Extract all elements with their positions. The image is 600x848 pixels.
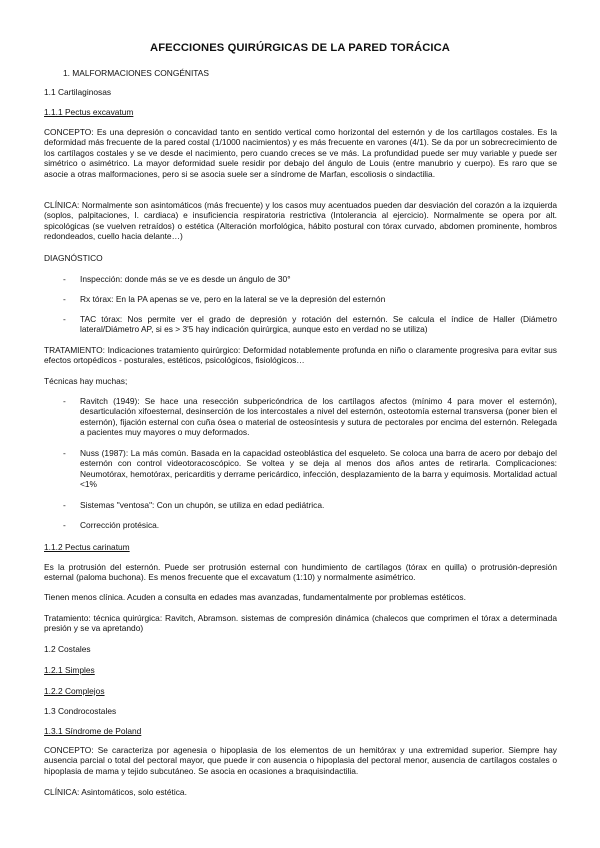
section-heading-malformaciones: 1. MALFORMACIONES CONGÉNITAS xyxy=(63,68,209,78)
bullet-dash: - xyxy=(63,294,66,304)
paragraph-clinica-poland: CLÍNICA: Asintomáticos, solo estética. xyxy=(44,787,187,797)
paragraph-tratamiento: TRATAMIENTO: Indicaciones tratamiento quirúrgico: Deformidad notablemente profunda en niño o claramente progresiva para evitar sus efectos ortopédicos - posturales, estéticos, psicológicos, fisiológicos… xyxy=(44,345,557,366)
list-item-tac-torax: TAC tórax: Nos permite ver el grado de depresión y rotación del esternón. Se calcula el índice de Haller (Diámetro lateral/Diámetro AP, si es > 3'5 hay indicación quirúrgica, aunque esto en verdad no se utiliza) xyxy=(80,314,557,335)
bullet-dash: - xyxy=(63,396,66,406)
heading-simples: 1.2.1 Simples xyxy=(44,665,95,675)
list-item-correccion-protesica: Corrección protésica. xyxy=(80,520,160,530)
subsection-condrocostales: 1.3 Condrocostales xyxy=(44,706,117,716)
paragraph-carinatum: Es la protrusión del esternón. Puede ser protrusión esternal con hundimiento de cartílagos (tórax en quilla) o protrusión-depresión esternal (paloma buchona). Es menos frecuente que el excavatum (1:10) y normalmente asimétrico. xyxy=(44,562,557,583)
bullet-dash: - xyxy=(63,520,66,530)
heading-pectus-excavatum: 1.1.1 Pectus excavatum xyxy=(44,107,134,117)
heading-diagnostico: DIAGNÓSTICO xyxy=(44,253,103,263)
list-item-inspeccion: Inspección: donde más se ve es desde un ángulo de 30° xyxy=(80,274,291,284)
paragraph-clinica: CLÍNICA: Normalmente son asintomáticos (más frecuente) y los casos muy acentuados pueden dar desviación del corazón a la izquierda (soplos, palpitaciones, I. cardiaca) e insuficiencia respiratoria restrictiva (Intolerancia al ejercicio). Normalmente se opera por alt. spicológicas (se vuelven retraídos) o estética (Alteración morfológica, hábito postural con tórax curvado, abdomen prominente, hombros redondeados, cuello hacia delante…) xyxy=(44,200,557,242)
subsection-cartilaginosas: 1.1 Cartilaginosas xyxy=(44,87,112,97)
list-item-rx-torax: Rx tórax: En la PA apenas se ve, pero en la lateral se ve la depresión del esternón xyxy=(80,294,386,304)
heading-sindrome-poland: 1.3.1 Síndrome de Poland xyxy=(44,726,142,736)
paragraph-clinica-carinatum: Tienen menos clínica. Acuden a consulta en edades mas avanzadas, fundamentalmente por problemas estéticos. xyxy=(44,592,466,602)
bullet-dash: - xyxy=(63,274,66,284)
paragraph-tratamiento-carinatum: Tratamiento: técnica quirúrgica: Ravitch, Abramson. sistemas de compresión dinámica (chalecos que comprimen el tórax a determinada presión y se va apretando) xyxy=(44,613,557,634)
bullet-dash: - xyxy=(63,448,66,458)
paragraph-concepto: CONCEPTO: Es una depresión o concavidad tanto en sentido vertical como horizontal del esternón y de los cartílagos costales. Es la deformidad más frecuente de la pared costal (1/1000 nacimientos) y es más frecuente en varones (4/1). Se da por un sobrecrecimiento de los cartílagos costales y se ve desde el nacimiento, pero cuando creces se ve más. La profundidad puede ser muy variable y puede ser simétrico o asimétrico. La mayor deformidad suele residir por debajo del ángulo de Louis (entre manubrio y cuerpo). Es raro que se asocie a otras malformaciones, pero si se asocia suele ser a síndrome de Marfan, escoliosis o sindactilia. xyxy=(44,127,558,179)
bullet-dash: - xyxy=(63,314,66,324)
heading-complejos: 1.2.2 Complejos xyxy=(44,686,105,696)
list-item-ventosa: Sistemas "ventosa": Con un chupón, se utiliza en edad pediátrica. xyxy=(80,500,325,510)
page-title: AFECCIONES QUIRÚRGICAS DE LA PARED TORÁCICA xyxy=(150,42,450,54)
paragraph-tecnicas: Técnicas hay muchas; xyxy=(44,376,128,386)
bullet-dash: - xyxy=(63,500,66,510)
list-item-ravitch: Ravitch (1949): Se hace una resección subpericóndrica de los cartílagos afectos (mínimo 4 para mover el esternón), desarticulación xifoesternal, desinserción de los intercostales a nivel del esternón, osteotomía esternal transversa (poner bien el esternón), fijación esternal con cuña ósea o material de osteosíntesis y sutura de pectorales por encima del esternón. Relegada a pacientes muy mayores o muy deformados. xyxy=(80,396,557,438)
paragraph-concepto-poland: CONCEPTO: Se caracteriza por agenesia o hipoplasia de los elementos de un hemitórax y una extremidad superior. Siempre hay ausencia parcial o total del pectoral mayor, que puede ir con ausencia o hipoplasia del pectoral menor, ausencia de cartílagos costales o hipoplasia de mama y tejido subcutáneo. Se asocia en ocasiones a braquisindactilia. xyxy=(44,745,557,776)
list-item-nuss: Nuss (1987): La más común. Basada en la capacidad osteoblástica del esqueleto. Se coloca una barra de acero por debajo del esternón con control videotoracoscópico. Se voltea y se deja al menos dos años antes de retirarla. Complicaciones: Neumotórax, hemotórax, pericarditis y derrame pericárdico, infección, desplazamiento de la barra y equimosis. Mortalidad actual <1% xyxy=(80,448,557,490)
heading-pectus-carinatum: 1.1.2 Pectus carinatum xyxy=(44,542,130,552)
subsection-costales: 1.2 Costales xyxy=(44,644,91,654)
